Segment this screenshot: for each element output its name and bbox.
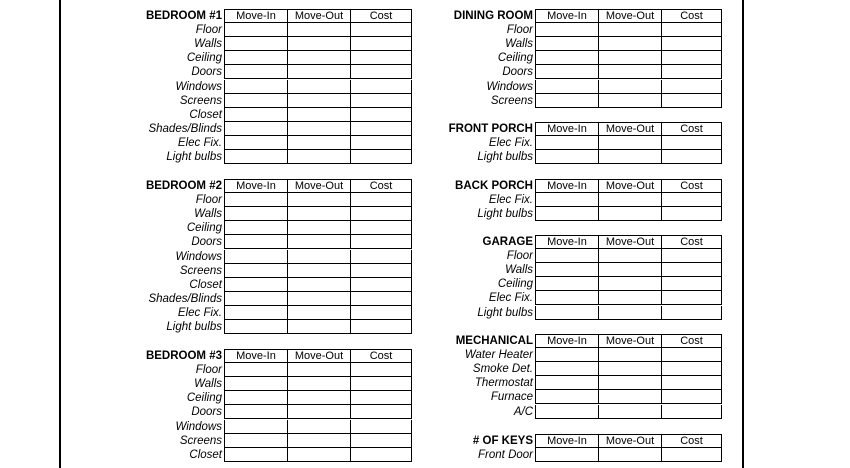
- item-row: [0, 291, 850, 305]
- cost-field[interactable]: [661, 448, 722, 462]
- column-header-move-out: Move-Out: [287, 9, 350, 23]
- item-label: Elec Fix.: [488, 194, 533, 207]
- item-row: [0, 390, 850, 404]
- move-in-field[interactable]: [535, 65, 598, 79]
- column-header-move-out: Move-Out: [598, 334, 661, 348]
- column-header-cost: Cost: [661, 122, 722, 136]
- column-header-move-in: Move-In: [224, 9, 287, 23]
- move-out-field[interactable]: [598, 405, 661, 419]
- cost-field[interactable]: [350, 320, 412, 334]
- item-row: [0, 376, 850, 390]
- move-in-field[interactable]: [535, 37, 598, 51]
- column-header-move-out: Move-Out: [287, 349, 350, 363]
- item-label: Screens: [179, 94, 222, 107]
- item-label: Shades/Blinds: [148, 292, 222, 305]
- cost-field[interactable]: [661, 263, 722, 277]
- move-out-field[interactable]: [598, 37, 661, 51]
- section-header-row: [0, 9, 850, 23]
- item-row: [0, 51, 850, 65]
- move-out-field[interactable]: [598, 306, 661, 320]
- move-out-field[interactable]: [598, 249, 661, 263]
- column-header-move-in: Move-In: [535, 334, 598, 348]
- move-in-field[interactable]: [535, 362, 598, 376]
- cost-field[interactable]: [661, 291, 722, 305]
- move-out-field[interactable]: [287, 320, 350, 334]
- item-label: Elec Fix.: [177, 136, 222, 149]
- cost-field[interactable]: [350, 420, 412, 434]
- item-row: [0, 277, 850, 291]
- item-label: Ceiling: [497, 278, 533, 291]
- move-out-field[interactable]: [598, 376, 661, 390]
- move-in-field[interactable]: [535, 405, 598, 419]
- column-header-cost: Cost: [350, 9, 412, 23]
- move-in-field[interactable]: [224, 221, 287, 235]
- move-out-field[interactable]: [598, 23, 661, 37]
- item-label: Light bulbs: [477, 208, 533, 221]
- move-in-field[interactable]: [535, 207, 598, 221]
- item-row: [0, 263, 850, 277]
- column-header-move-out: Move-Out: [598, 179, 661, 193]
- column-header-move-in: Move-In: [535, 179, 598, 193]
- column-header-cost: Cost: [661, 235, 722, 249]
- item-row: [0, 37, 850, 51]
- section-header-row: [0, 334, 850, 348]
- move-out-field[interactable]: [287, 108, 350, 122]
- move-in-field[interactable]: [535, 376, 598, 390]
- section-header-row: [0, 122, 850, 136]
- move-in-field[interactable]: [535, 193, 598, 207]
- section-title: BEDROOM #3: [145, 350, 222, 362]
- item-label: Front Door: [478, 449, 533, 462]
- item-row: [0, 448, 850, 462]
- item-label: Ceiling: [497, 52, 533, 65]
- move-in-field[interactable]: [224, 320, 287, 334]
- move-out-field[interactable]: [598, 94, 661, 108]
- item-label: Water Heater: [464, 349, 533, 362]
- item-label: Floor: [506, 250, 533, 263]
- section-title: # OF KEYS: [472, 435, 533, 447]
- item-label: Closet: [189, 108, 222, 121]
- move-in-field[interactable]: [535, 306, 598, 320]
- cost-field[interactable]: [661, 37, 722, 51]
- item-label: Windows: [175, 80, 222, 93]
- column-header-move-out: Move-Out: [287, 179, 350, 193]
- move-out-field[interactable]: [598, 390, 661, 404]
- item-row: [0, 150, 850, 164]
- item-label: Screens: [179, 434, 222, 447]
- item-row: [0, 249, 850, 263]
- cost-field[interactable]: [661, 80, 722, 94]
- section-header-row: [0, 179, 850, 193]
- item-label: A/C: [513, 405, 533, 418]
- move-in-field[interactable]: [535, 277, 598, 291]
- move-out-field[interactable]: [598, 362, 661, 376]
- item-label: Elec Fix.: [488, 137, 533, 150]
- move-in-field[interactable]: [535, 348, 598, 362]
- item-row: [0, 94, 850, 108]
- item-row: [0, 23, 850, 37]
- item-row: [0, 420, 850, 434]
- item-label: Closet: [189, 448, 222, 461]
- item-label: Ceiling: [186, 222, 222, 235]
- item-label: Thermostat: [474, 377, 533, 390]
- move-out-field[interactable]: [598, 65, 661, 79]
- item-row: [0, 207, 850, 221]
- item-label: Floor: [195, 194, 222, 207]
- item-label: Floor: [195, 364, 222, 377]
- move-in-field[interactable]: [535, 448, 598, 462]
- item-label: Ceiling: [186, 392, 222, 405]
- cost-field[interactable]: [661, 23, 722, 37]
- cost-field[interactable]: [661, 376, 722, 390]
- move-in-field[interactable]: [535, 390, 598, 404]
- move-out-field[interactable]: [598, 51, 661, 65]
- cost-field[interactable]: [661, 277, 722, 291]
- item-label: Smoke Det.: [472, 363, 533, 376]
- move-in-field[interactable]: [224, 108, 287, 122]
- item-label: Light bulbs: [477, 151, 533, 164]
- move-out-field[interactable]: [598, 80, 661, 94]
- move-in-field[interactable]: [535, 249, 598, 263]
- cost-field[interactable]: [350, 108, 412, 122]
- column-header-move-out: Move-Out: [598, 9, 661, 23]
- item-label: Ceiling: [186, 52, 222, 65]
- section-title: FRONT PORCH: [448, 123, 533, 135]
- item-label: Doors: [191, 66, 222, 79]
- cost-field[interactable]: [661, 348, 722, 362]
- move-in-field[interactable]: [535, 263, 598, 277]
- cost-field[interactable]: [350, 221, 412, 235]
- item-label: Shades/Blinds: [148, 122, 222, 135]
- cost-field[interactable]: [661, 306, 722, 320]
- cost-field[interactable]: [661, 136, 722, 150]
- item-row: [0, 108, 850, 122]
- column-header-move-out: Move-Out: [598, 434, 661, 448]
- column-header-cost: Cost: [661, 334, 722, 348]
- section-header-row: [0, 235, 850, 249]
- item-label: Walls: [194, 208, 222, 221]
- move-in-field[interactable]: [535, 23, 598, 37]
- cost-field[interactable]: [661, 405, 722, 419]
- section-title: BACK PORCH: [455, 180, 533, 192]
- column-header-cost: Cost: [350, 349, 412, 363]
- column-header-cost: Cost: [661, 179, 722, 193]
- move-out-field[interactable]: [598, 348, 661, 362]
- item-row: [0, 320, 850, 334]
- item-label: Floor: [506, 24, 533, 37]
- item-label: Doors: [191, 236, 222, 249]
- cost-field[interactable]: [661, 51, 722, 65]
- cost-field[interactable]: [661, 207, 722, 221]
- cost-field[interactable]: [661, 150, 722, 164]
- item-label: Furnace: [490, 391, 533, 404]
- item-row: [0, 221, 850, 235]
- cost-field[interactable]: [661, 65, 722, 79]
- item-row: [0, 362, 850, 376]
- move-out-field[interactable]: [598, 263, 661, 277]
- item-label: Floor: [195, 24, 222, 37]
- item-row: [0, 65, 850, 79]
- move-in-field[interactable]: [535, 94, 598, 108]
- item-label: Doors: [502, 66, 533, 79]
- item-label: Windows: [175, 250, 222, 263]
- item-row: [0, 136, 850, 150]
- move-out-field[interactable]: [287, 420, 350, 434]
- item-label: Light bulbs: [477, 306, 533, 319]
- move-in-field[interactable]: [535, 80, 598, 94]
- item-row: [0, 193, 850, 207]
- item-label: Light bulbs: [166, 321, 222, 333]
- section-title: BEDROOM #1: [145, 10, 222, 22]
- item-label: Elec Fix.: [488, 292, 533, 305]
- section-header-row: [0, 434, 850, 448]
- column-header-cost: Cost: [350, 179, 412, 193]
- item-label: Closet: [189, 278, 222, 291]
- column-header-move-in: Move-In: [224, 179, 287, 193]
- item-label: Walls: [505, 38, 533, 51]
- item-label: Windows: [486, 80, 533, 93]
- move-out-field[interactable]: [287, 221, 350, 235]
- cost-field[interactable]: [661, 193, 722, 207]
- cost-field[interactable]: [661, 362, 722, 376]
- section-title: GARAGE: [482, 236, 533, 248]
- move-in-field[interactable]: [224, 420, 287, 434]
- cost-field[interactable]: [661, 94, 722, 108]
- move-out-field[interactable]: [598, 291, 661, 305]
- move-out-field[interactable]: [598, 136, 661, 150]
- move-in-field[interactable]: [535, 150, 598, 164]
- cost-field[interactable]: [661, 249, 722, 263]
- column-header-move-in: Move-In: [535, 235, 598, 249]
- item-row: [0, 348, 850, 362]
- item-label: Screens: [179, 264, 222, 277]
- column-header-cost: Cost: [661, 434, 722, 448]
- item-label: Elec Fix.: [177, 306, 222, 319]
- item-label: Walls: [505, 264, 533, 277]
- move-in-field[interactable]: [535, 291, 598, 305]
- move-out-field[interactable]: [598, 448, 661, 462]
- item-label: Doors: [191, 406, 222, 419]
- column-header-move-in: Move-In: [535, 434, 598, 448]
- column-header-move-out: Move-Out: [598, 235, 661, 249]
- item-label: Screens: [490, 94, 533, 107]
- item-label: Walls: [194, 38, 222, 51]
- move-out-field[interactable]: [598, 277, 661, 291]
- item-label: Light bulbs: [166, 151, 222, 163]
- move-out-field[interactable]: [598, 207, 661, 221]
- item-label: Windows: [175, 420, 222, 433]
- column-header-move-in: Move-In: [224, 349, 287, 363]
- item-row: [0, 80, 850, 94]
- column-header-move-in: Move-In: [535, 122, 598, 136]
- column-header-move-out: Move-Out: [598, 122, 661, 136]
- move-in-field[interactable]: [535, 136, 598, 150]
- cost-field[interactable]: [661, 390, 722, 404]
- move-out-field[interactable]: [598, 150, 661, 164]
- move-out-field[interactable]: [598, 193, 661, 207]
- section-title: BEDROOM #2: [145, 180, 222, 192]
- section-title: DINING ROOM: [453, 10, 533, 22]
- item-row: [0, 405, 850, 419]
- item-row: [0, 306, 850, 320]
- column-header-move-in: Move-In: [535, 9, 598, 23]
- section-title: MECHANICAL: [455, 335, 533, 347]
- column-header-cost: Cost: [661, 9, 722, 23]
- move-in-field[interactable]: [535, 51, 598, 65]
- item-label: Walls: [194, 378, 222, 391]
